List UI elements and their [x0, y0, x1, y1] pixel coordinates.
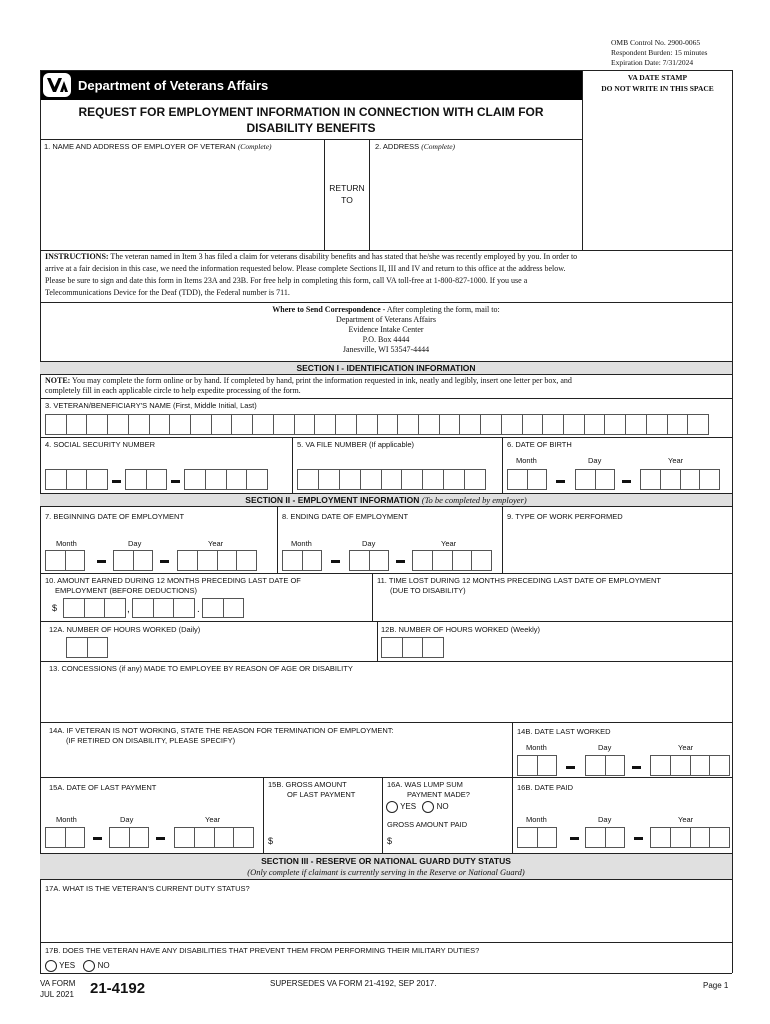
note-heading: NOTE: [45, 376, 71, 385]
disability-no-label: NO [97, 961, 110, 971]
section3-title: SECTION III - RESERVE OR NATIONAL GUARD DUTY STATUS [261, 856, 511, 866]
return-line1: RETURN [329, 183, 365, 193]
input-box[interactable] [418, 414, 440, 435]
item2-note: (Complete) [421, 142, 456, 151]
item16b-label: 16B. DATE PAID [517, 783, 573, 792]
item6-label: 6. DATE OF BIRTH [507, 440, 572, 449]
input-box[interactable] [45, 550, 66, 571]
item10-label [45, 576, 301, 595]
input-box[interactable] [501, 414, 523, 435]
end-month-boxes[interactable] [282, 550, 322, 571]
paid-month-boxes[interactable] [517, 827, 557, 848]
duty-status-field[interactable] [41, 896, 731, 940]
input-box[interactable] [132, 598, 154, 618]
input-box[interactable] [687, 414, 709, 435]
item8-label: 8. ENDING DATE OF EMPLOYMENT [282, 512, 409, 521]
input-box[interactable] [231, 414, 253, 435]
last-worked-year-label: Year [678, 743, 694, 752]
input-box[interactable] [63, 598, 85, 618]
end-day-boxes[interactable] [349, 550, 389, 571]
input-box[interactable] [360, 469, 382, 490]
ssn-part1[interactable] [45, 469, 108, 490]
input-box[interactable] [650, 755, 671, 776]
item14a-line2: (IF RETIRED ON DISABILITY, PLEASE SPECIFY) [66, 736, 236, 745]
instructions-line2: arrive at a fair decision in this case, we need the information requested below. Please complete Sections II, III and IV and return to this office at the address below. [45, 264, 566, 273]
form-title [40, 104, 582, 136]
input-box[interactable] [349, 550, 370, 571]
item2-label [375, 142, 455, 152]
dob-month-boxes[interactable] [507, 469, 547, 490]
input-box[interactable] [149, 414, 171, 435]
amount-earned-part2[interactable] [132, 598, 195, 618]
paid-year-label: Year [678, 815, 694, 824]
footer-va-form: VA FORM [40, 979, 76, 988]
input-box[interactable] [670, 827, 691, 848]
input-box[interactable] [125, 469, 147, 490]
omb-burden: Respondent Burden: 15 minutes [611, 48, 708, 57]
stamp-line1: VA DATE STAMP [627, 73, 688, 82]
end-month-label: Month [291, 539, 312, 548]
item16a-line2: PAYMENT MADE? [407, 790, 470, 799]
input-box[interactable] [584, 414, 606, 435]
input-box[interactable] [109, 827, 130, 848]
input-box[interactable] [517, 755, 538, 776]
mail-line2: Evidence Intake Center [348, 325, 424, 334]
stamp-line2: DO NOT WRITE IN THIS SPACE [601, 84, 714, 93]
begin-month-label: Month [56, 539, 77, 548]
item1-label [44, 142, 272, 152]
input-box[interactable] [464, 469, 486, 490]
mail-tail: - After completing the form, mail to: [380, 305, 500, 314]
hours-daily-boxes[interactable] [66, 637, 108, 658]
paid-month-label: Month [526, 815, 547, 824]
input-box[interactable] [377, 414, 399, 435]
item12b-label: 12B. NUMBER OF HOURS WORKED (Weekly) [381, 625, 541, 634]
note-line2: completely fill in each applicable circle to help expedite processing of the form. [45, 386, 301, 395]
input-box[interactable] [369, 550, 390, 571]
input-box[interactable] [422, 637, 444, 658]
input-box[interactable] [197, 550, 218, 571]
footer-page: Page 1 [703, 981, 729, 990]
lump-yes-label: YES [400, 802, 417, 812]
ssn-part3[interactable] [184, 469, 268, 490]
input-box[interactable] [169, 414, 191, 435]
amount-dollar-sign: $ [52, 603, 58, 613]
input-box[interactable] [45, 414, 67, 435]
item16a-label [387, 780, 470, 800]
input-box[interactable] [585, 755, 606, 776]
input-box[interactable] [339, 469, 361, 490]
input-box[interactable] [282, 550, 303, 571]
item9-label: 9. TYPE OF WORK PERFORMED [507, 512, 623, 521]
item15b-label [268, 780, 355, 800]
input-box[interactable] [397, 414, 419, 435]
input-box[interactable] [522, 414, 544, 435]
mailing-address [40, 305, 732, 355]
input-box[interactable] [174, 827, 195, 848]
amount-earned-cents[interactable] [202, 598, 244, 618]
input-box[interactable] [66, 414, 88, 435]
payment-month-label: Month [56, 815, 77, 824]
footer-supersedes: SUPERSEDES VA FORM 21-4192, SEP 2017. [270, 979, 437, 988]
input-box[interactable] [273, 414, 295, 435]
agency-banner [40, 70, 582, 100]
footer-form-number: 21-4192 [90, 980, 146, 997]
veteran-name-boxes[interactable] [45, 414, 709, 435]
dob-month-label: Month [516, 456, 537, 465]
item10-line2: EMPLOYMENT (BEFORE DEDUCTIONS) [55, 585, 197, 595]
hours-weekly-boxes[interactable] [381, 637, 444, 658]
input-box[interactable] [381, 637, 403, 658]
disability-options [45, 960, 110, 972]
input-box[interactable] [194, 827, 215, 848]
agency-name: Department of Veterans Affairs [78, 78, 269, 93]
input-box[interactable] [104, 598, 126, 618]
item10-line1: 10. AMOUNT EARNED DURING 12 MONTHS PRECEDING LAST DATE OF [45, 576, 301, 585]
item15b-line1: 15B. GROSS AMOUNT [268, 780, 347, 789]
title-line2: DISABILITY BENEFITS [246, 121, 376, 135]
input-box[interactable] [335, 414, 357, 435]
instructions-line1: The veteran named in Item 3 has filed a claim for veterans disability benefits and has stated that he/she was recently employed by you. In order to [108, 252, 578, 261]
payment-year-label: Year [205, 815, 221, 824]
mail-heading: Where to Send Correspondence [272, 305, 381, 314]
input-box[interactable] [605, 827, 626, 848]
input-box[interactable] [65, 550, 86, 571]
input-box[interactable] [211, 414, 233, 435]
mail-line1: Department of Veterans Affairs [336, 315, 436, 324]
payment-year-boxes[interactable] [174, 827, 254, 848]
end-year-boxes[interactable] [412, 550, 492, 571]
input-box[interactable] [297, 469, 319, 490]
input-box[interactable] [585, 827, 606, 848]
item7-label: 7. BEGINNING DATE OF EMPLOYMENT [45, 512, 185, 521]
item14a-label [49, 726, 394, 746]
time-lost-field[interactable] [373, 598, 731, 620]
input-box[interactable] [690, 755, 711, 776]
input-box[interactable] [412, 550, 433, 571]
input-box[interactable] [302, 550, 323, 571]
input-box[interactable] [205, 469, 227, 490]
input-box[interactable] [246, 469, 268, 490]
section2-subtitle: (To be completed by employer) [421, 495, 527, 505]
input-box[interactable] [381, 469, 403, 490]
input-box[interactable] [650, 827, 671, 848]
type-of-work-field[interactable] [503, 522, 731, 572]
input-box[interactable] [709, 827, 730, 848]
input-box[interactable] [314, 414, 336, 435]
lump-yes-radio[interactable] [386, 801, 398, 813]
paid-day-boxes[interactable] [585, 827, 625, 848]
item14a-line1: 14A. IF VETERAN IS NOT WORKING, STATE THE REASON FOR TERMINATION OF EMPLOYMENT: [49, 726, 394, 735]
input-box[interactable] [202, 598, 224, 618]
payment-day-label: Day [120, 815, 134, 824]
employer-name-field[interactable] [41, 154, 324, 249]
input-box[interactable] [709, 755, 730, 776]
note-line1: You may complete the form online or by hand. If completed by hand, print the information requested in ink, neatly and legibly, insert one letter per box, and [70, 376, 572, 385]
input-box[interactable] [113, 550, 134, 571]
payment-month-boxes[interactable] [45, 827, 85, 848]
section3-subtitle: (Only complete if claimant is currently serving in the Reserve or National Guard) [247, 867, 525, 877]
item2-text: 2. ADDRESS [375, 142, 420, 151]
item11-line2: (DUE TO DISABILITY) [390, 585, 466, 595]
instructions [45, 251, 731, 299]
section3-header [40, 853, 732, 880]
item11-line1: 11. TIME LOST DURING 12 MONTHS PRECEDING LAST DATE OF EMPLOYMENT [377, 576, 661, 585]
input-box[interactable] [153, 598, 175, 618]
input-box[interactable] [507, 469, 528, 490]
amount-comma: , [127, 604, 130, 615]
item13-label: 13. CONCESSIONS (if any) MADE TO EMPLOYEE BY REASON OF AGE OR DISABILITY [49, 664, 353, 673]
input-box[interactable] [452, 550, 473, 571]
amount-decimal: . [197, 604, 200, 615]
omb-control: OMB Control No. 2900-0065 [611, 38, 701, 47]
input-box[interactable] [459, 414, 481, 435]
amount-earned-part1[interactable] [63, 598, 126, 618]
input-box[interactable] [595, 469, 616, 490]
item11-label [377, 576, 661, 595]
begin-month-boxes[interactable] [45, 550, 85, 571]
section1-note [45, 376, 572, 396]
section2-title: SECTION II - EMPLOYMENT INFORMATION [245, 495, 420, 505]
last-worked-month-boxes[interactable] [517, 755, 557, 776]
input-box[interactable] [294, 414, 316, 435]
input-box[interactable] [223, 598, 245, 618]
instructions-heading: INSTRUCTIONS: [45, 252, 109, 261]
input-box[interactable] [236, 550, 257, 571]
input-box[interactable] [173, 598, 195, 618]
input-box[interactable] [252, 414, 274, 435]
item14b-label: 14B. DATE LAST WORKED [517, 727, 611, 736]
input-box[interactable] [184, 469, 206, 490]
input-box[interactable] [640, 469, 661, 490]
lump-no-radio[interactable] [422, 801, 434, 813]
input-box[interactable] [214, 827, 235, 848]
gross-last-dollar: $ [268, 836, 274, 846]
input-box[interactable] [133, 550, 154, 571]
input-box[interactable] [625, 414, 647, 435]
begin-day-label: Day [128, 539, 142, 548]
last-worked-day-label: Day [598, 743, 612, 752]
input-box[interactable] [680, 469, 701, 490]
begin-year-boxes[interactable] [177, 550, 257, 571]
input-box[interactable] [356, 414, 378, 435]
input-box[interactable] [575, 469, 596, 490]
input-box[interactable] [318, 469, 340, 490]
begin-year-label: Year [208, 539, 224, 548]
dob-year-boxes[interactable] [640, 469, 720, 490]
last-worked-month-label: Month [526, 743, 547, 752]
disability-yes-radio[interactable] [45, 960, 57, 972]
input-box[interactable] [45, 469, 67, 490]
input-box[interactable] [233, 827, 254, 848]
disability-yes-label: YES [59, 961, 76, 971]
dob-year-label: Year [668, 456, 684, 465]
disability-no-radio[interactable] [83, 960, 95, 972]
input-box[interactable] [146, 469, 168, 490]
input-box[interactable] [480, 414, 502, 435]
date-stamp-label [583, 72, 732, 94]
item5-label: 5. VA FILE NUMBER (If applicable) [297, 440, 414, 449]
item15a-label: 15A. DATE OF LAST PAYMENT [49, 783, 157, 792]
input-box[interactable] [443, 469, 465, 490]
input-box[interactable] [422, 469, 444, 490]
return-line2: TO [341, 195, 353, 205]
omb-block [611, 38, 707, 68]
input-box[interactable] [471, 550, 492, 571]
va-file-boxes[interactable] [297, 469, 486, 490]
input-box[interactable] [45, 827, 66, 848]
input-box[interactable] [439, 414, 461, 435]
gross-paid-dollar: $ [387, 836, 393, 846]
mail-line4: Janesville, WI 53547-4444 [342, 345, 430, 354]
item15b-line2: OF LAST PAYMENT [287, 790, 356, 799]
input-box[interactable] [65, 827, 86, 848]
concessions-field[interactable] [41, 676, 731, 720]
input-box[interactable] [670, 755, 691, 776]
lump-sum-options [386, 801, 449, 813]
input-box[interactable] [107, 414, 129, 435]
input-box[interactable] [604, 414, 626, 435]
item1-text: 1. NAME AND ADDRESS OF EMPLOYER OF VETERAN [44, 142, 236, 151]
input-box[interactable] [401, 469, 423, 490]
item17b-label: 17B. DOES THE VETERAN HAVE ANY DISABILITIES THAT PREVENT THEM FROM PERFORMING THEIR MILITARY DUTIES? [45, 946, 480, 955]
va-logo-icon [43, 73, 71, 97]
item16a-line1: 16A. WAS LUMP SUM [387, 780, 463, 789]
input-box[interactable] [542, 414, 564, 435]
input-box[interactable] [190, 414, 212, 435]
input-box[interactable] [667, 414, 689, 435]
input-box[interactable] [690, 827, 711, 848]
title-line1: REQUEST FOR EMPLOYMENT INFORMATION IN CONNECTION WITH CLAIM FOR [78, 105, 544, 119]
input-box[interactable] [402, 637, 424, 658]
ssn-part2[interactable] [125, 469, 167, 490]
input-box[interactable] [537, 755, 558, 776]
payment-day-boxes[interactable] [109, 827, 149, 848]
input-box[interactable] [129, 827, 150, 848]
last-worked-year-boxes[interactable] [650, 755, 730, 776]
input-box[interactable] [128, 414, 150, 435]
dob-day-label: Day [588, 456, 602, 465]
input-box[interactable] [86, 469, 108, 490]
input-box[interactable] [66, 469, 88, 490]
input-box[interactable] [660, 469, 681, 490]
input-box[interactable] [699, 469, 720, 490]
instructions-line3: Please be sure to sign and date this form in Items 23A and 23B. For free help in completing this form, call VA toll-free at 1-800-827-1000. If you use a [45, 276, 528, 285]
input-box[interactable] [177, 550, 198, 571]
footer-date: JUL 2021 [40, 990, 74, 999]
return-address-field[interactable] [370, 154, 581, 249]
paid-day-label: Day [598, 815, 612, 824]
gross-paid-label: GROSS AMOUNT PAID [387, 820, 468, 829]
end-year-label: Year [441, 539, 457, 548]
dob-day-boxes[interactable] [575, 469, 615, 490]
item12a-label: 12A. NUMBER OF HOURS WORKED (Daily) [49, 625, 201, 634]
input-box[interactable] [66, 637, 88, 658]
input-box[interactable] [432, 550, 453, 571]
input-box[interactable] [517, 827, 538, 848]
input-box[interactable] [646, 414, 668, 435]
instructions-line4: Telecommunications Device for the Deaf (TDD), the Federal number is 711. [45, 288, 290, 297]
input-box[interactable] [527, 469, 548, 490]
begin-day-boxes[interactable] [113, 550, 153, 571]
input-box[interactable] [217, 550, 238, 571]
item3-label: 3. VETERAN/BENEFICIARY'S NAME (First, Middle Initial, Last) [45, 401, 257, 410]
lump-no-label: NO [436, 802, 449, 812]
omb-expiration: Expiration Date: 7/31/2024 [611, 58, 694, 67]
paid-year-boxes[interactable] [650, 827, 730, 848]
input-box[interactable] [84, 598, 106, 618]
input-box[interactable] [605, 755, 626, 776]
last-worked-day-boxes[interactable] [585, 755, 625, 776]
section2-header [40, 493, 732, 507]
input-box[interactable] [87, 637, 109, 658]
input-box[interactable] [537, 827, 558, 848]
item4-label: 4. SOCIAL SECURITY NUMBER [45, 440, 156, 449]
input-box[interactable] [563, 414, 585, 435]
footer-form-id [40, 978, 75, 1000]
item1-note: (Complete) [237, 142, 272, 151]
mail-line3: P.O. Box 4444 [362, 335, 410, 344]
input-box[interactable] [86, 414, 108, 435]
end-day-label: Day [362, 539, 376, 548]
section1-header: SECTION I - IDENTIFICATION INFORMATION [40, 361, 732, 375]
return-to-label [325, 182, 369, 206]
input-box[interactable] [226, 469, 248, 490]
item17a-label: 17A. WHAT IS THE VETERAN'S CURRENT DUTY STATUS? [45, 884, 250, 893]
termination-reason-field[interactable] [41, 750, 511, 776]
